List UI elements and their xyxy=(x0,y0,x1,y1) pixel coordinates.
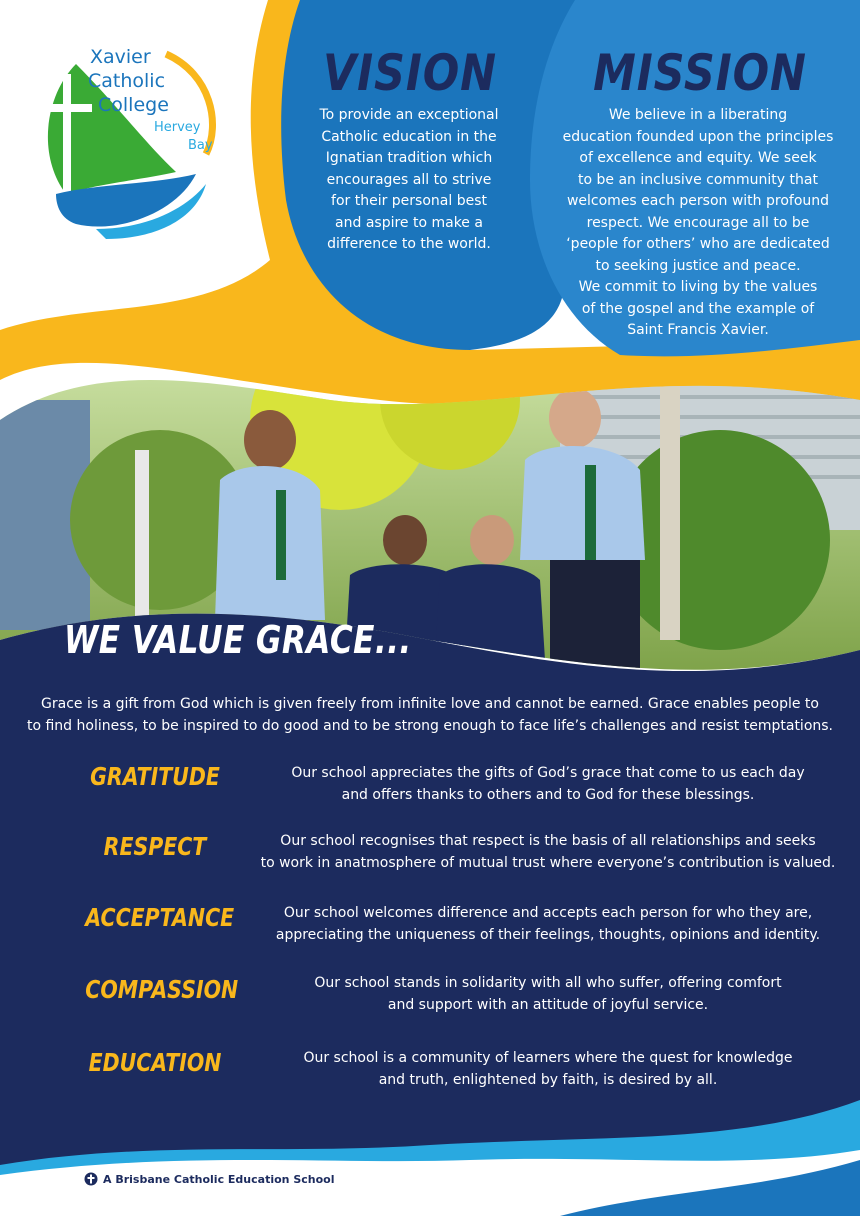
value-desc-line: to work in anatmosphere of mutual trust where everyone’s contribution is valued. xyxy=(260,855,836,871)
value-desc-gratitude xyxy=(258,762,838,806)
logo-text-line4: Hervey xyxy=(154,120,201,135)
mission-line: We commit to living by the values xyxy=(578,279,818,295)
value-name-respect: RESPECT xyxy=(103,832,207,861)
mission-text xyxy=(556,105,840,342)
footer-text: A Brisbane Catholic Education School xyxy=(103,1172,335,1186)
logo-text-line3: College xyxy=(98,94,169,116)
mission-line: Saint Francis Xavier. xyxy=(627,322,769,338)
footer xyxy=(84,1172,335,1186)
value-name-education: EDUCATION xyxy=(88,1048,222,1077)
value-desc-line: Our school recognises that respect is the basis of all relationships and seeks xyxy=(280,833,816,849)
vision-line: for their personal best xyxy=(331,193,487,209)
value-desc-line: appreciating the uniqueness of their feelings, thoughts, opinions and identity. xyxy=(275,927,821,943)
vision-line: Catholic education in the xyxy=(321,128,497,145)
value-name-gratitude: GRATITUDE xyxy=(90,762,220,791)
value-desc-line: Our school appreciates the gifts of God’s grace that come to us each day xyxy=(291,765,805,781)
vision-line: To provide an exceptional xyxy=(319,107,499,123)
mission-title: MISSION xyxy=(593,44,807,102)
mission-line: education founded upon the principles xyxy=(562,128,834,145)
grace-intro-line1: Grace is a gift from God which is given freely from infinite love and cannot be earned. Grace enables people to xyxy=(41,696,819,712)
value-desc-education xyxy=(258,1047,838,1091)
grace-intro xyxy=(20,694,840,737)
mission-line: ‘people for others’ who are dedicated xyxy=(566,236,830,252)
vision-text xyxy=(302,105,516,256)
value-desc-line: Our school is a community of learners where the quest for knowledge xyxy=(303,1050,793,1066)
mission-line: welcomes each person with profound xyxy=(566,193,830,209)
mission-line: to be an inclusive community that xyxy=(578,171,818,188)
college-logo xyxy=(36,44,226,244)
vision-line: difference to the world. xyxy=(327,236,491,252)
value-desc-line: and truth, enlightened by faith, is desired by all. xyxy=(378,1072,718,1088)
value-desc-respect xyxy=(258,830,838,874)
mission-line: to seeking justice and peace. xyxy=(595,257,801,274)
value-desc-line: Our school welcomes difference and accepts each person for who they are, xyxy=(283,905,813,921)
mission-line: of the gospel and the example of xyxy=(581,300,815,317)
grace-intro-line2: to find holiness, to be inspired to do good and to be strong enough to face life’s challenges and resist temptations. xyxy=(26,717,834,734)
value-desc-line: Our school stands in solidarity with all who suffer, offering comfort xyxy=(314,975,782,991)
vision-title: VISION xyxy=(323,44,497,102)
vision-line: Ignatian tradition which xyxy=(325,150,493,166)
value-name-compassion: COMPASSION xyxy=(85,975,239,1004)
logo-text-line1: Xavier xyxy=(90,46,151,68)
grace-title: WE VALUE GRACE... xyxy=(64,618,412,662)
logo-text-line2: Catholic xyxy=(88,70,166,92)
value-desc-acceptance xyxy=(258,902,838,946)
vision-line: encourages all to strive xyxy=(326,171,492,188)
value-desc-line: and offers thanks to others and to God for these blessings. xyxy=(341,787,755,803)
value-name-acceptance: ACCEPTANCE xyxy=(85,903,235,932)
value-desc-line: and support with an attitude of joyful service. xyxy=(387,997,709,1013)
bce-logo-icon xyxy=(84,1172,98,1186)
mission-line: respect. We encourage all to be xyxy=(586,214,810,231)
mission-line: of excellence and equity. We seek xyxy=(579,150,817,166)
logo-text-line5: Bay xyxy=(188,138,213,153)
mission-line: We believe in a liberating xyxy=(608,107,788,123)
value-desc-compassion xyxy=(258,972,838,1016)
vision-line: and aspire to make a xyxy=(335,214,483,231)
